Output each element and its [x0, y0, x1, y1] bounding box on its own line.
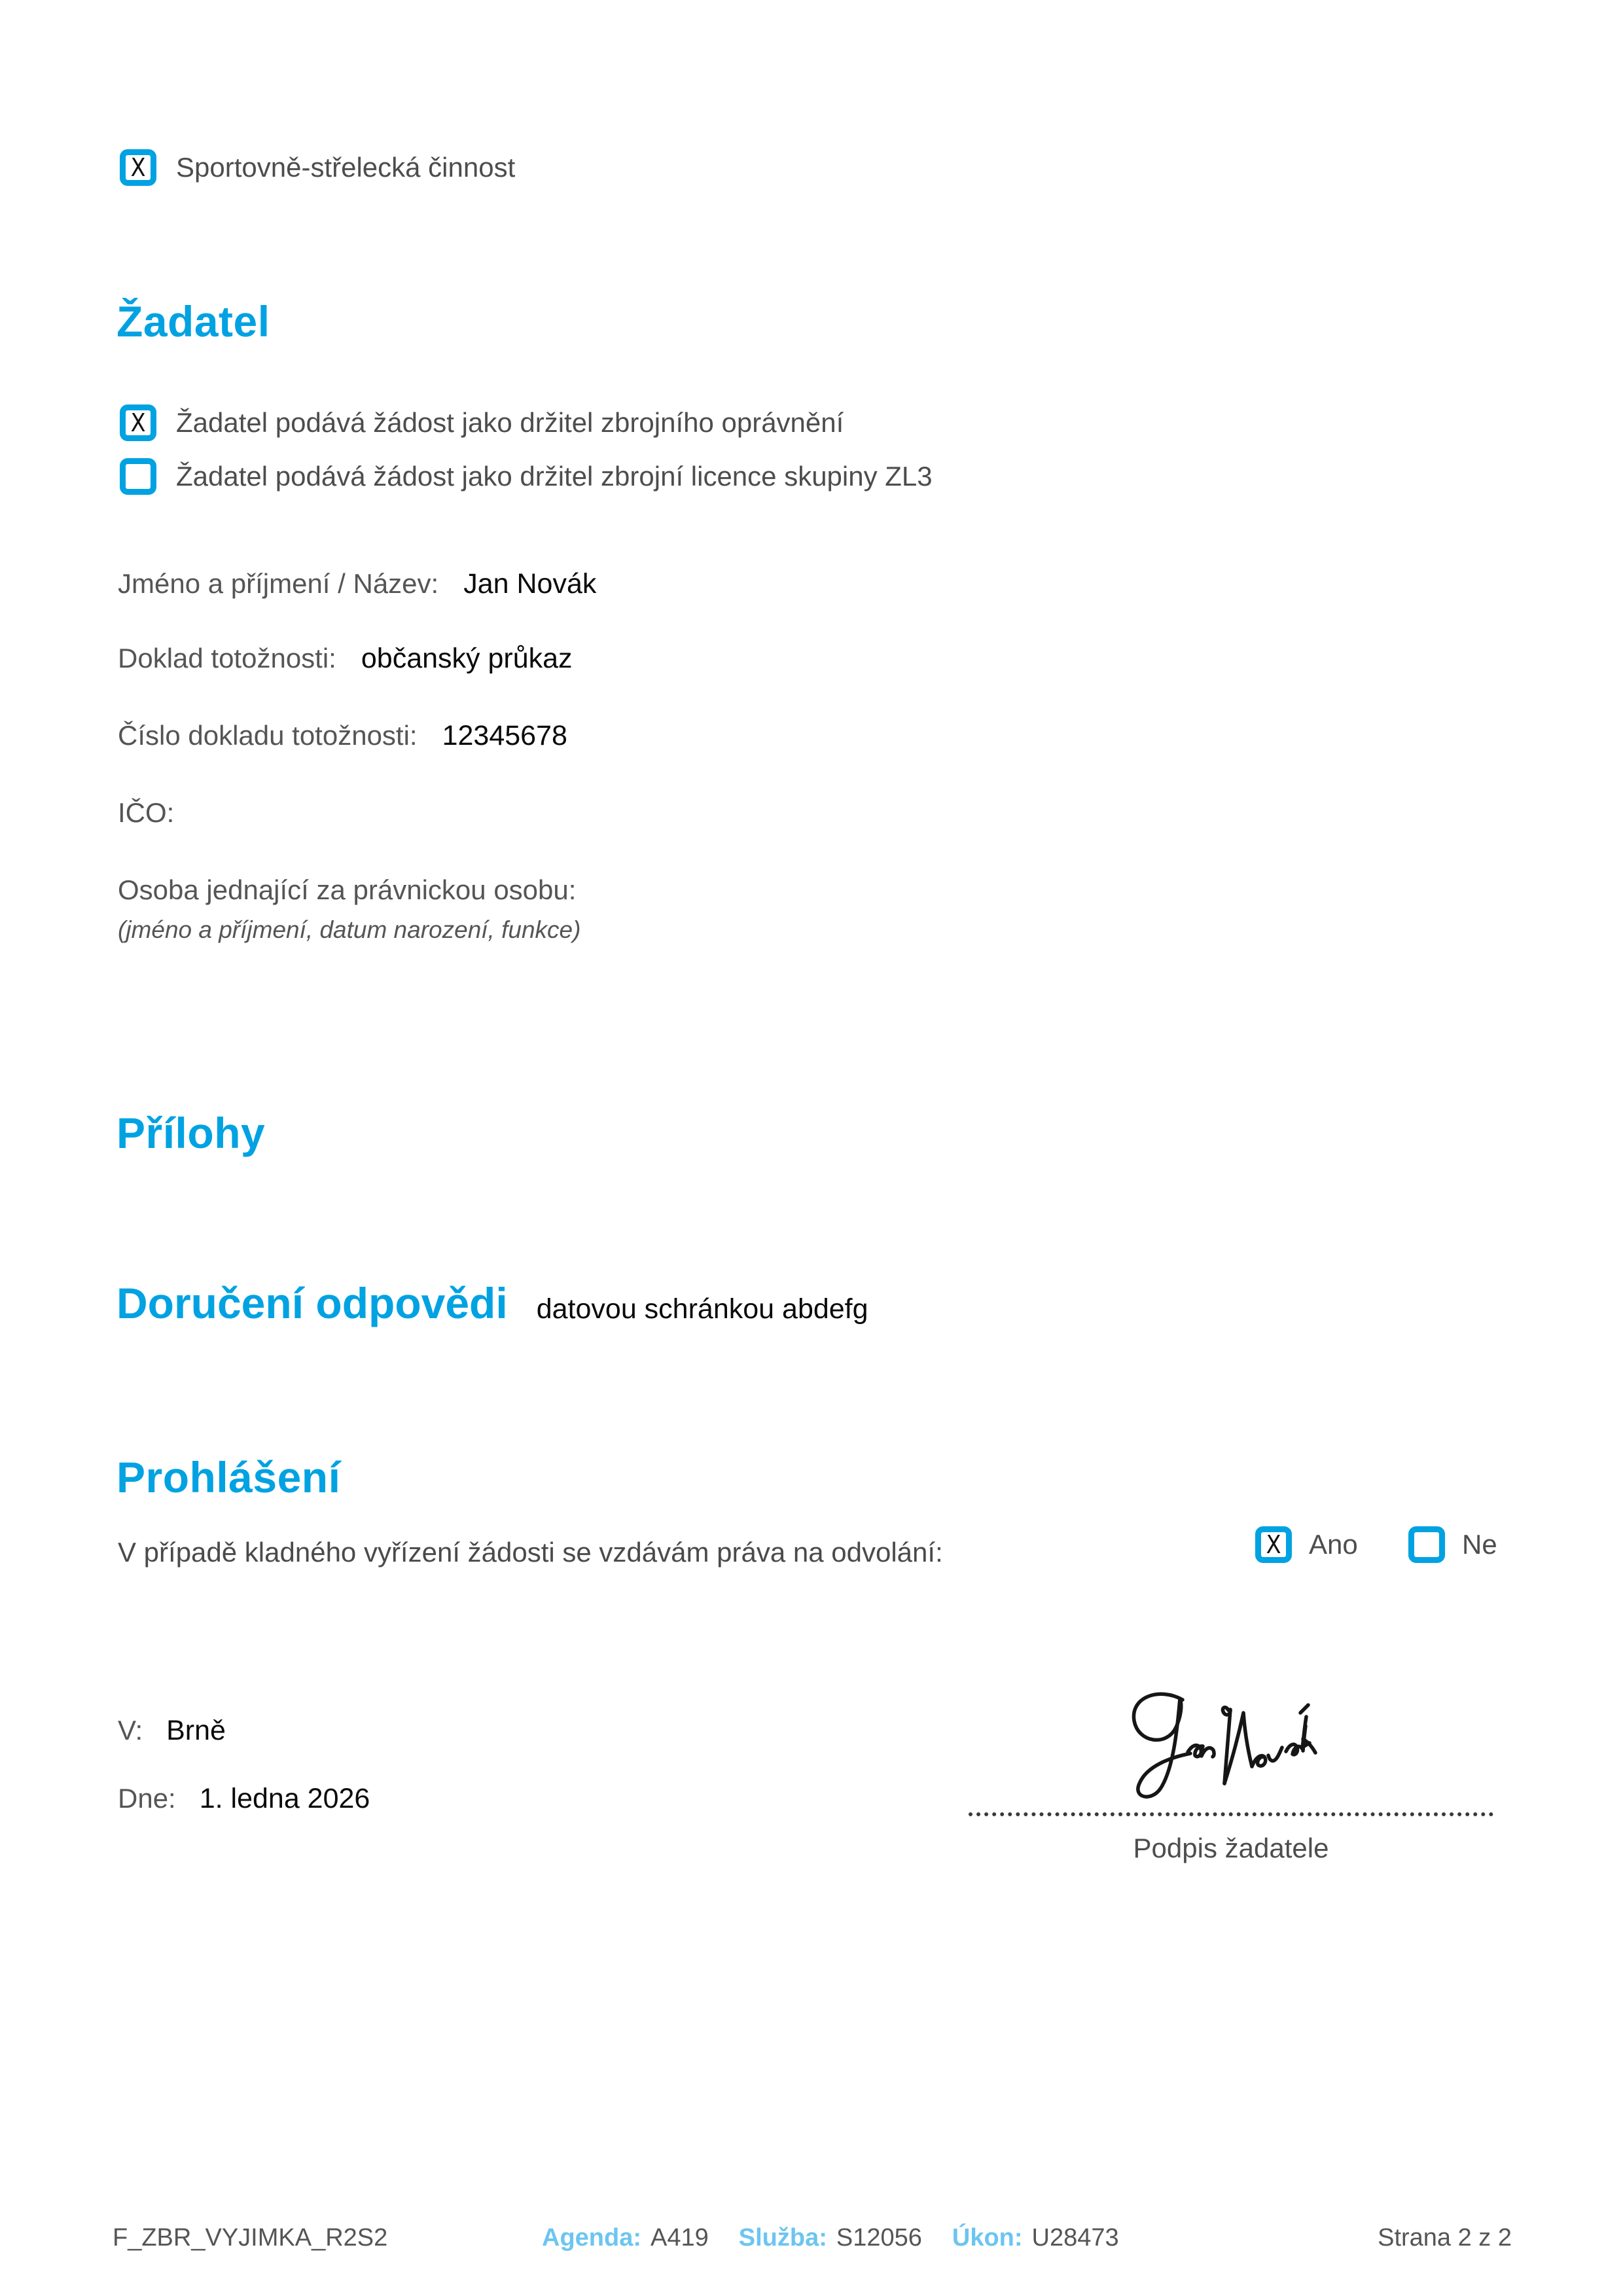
applicant-option-2-label: Žadatel podává žádost jako držitel zbrojní licence skupiny ZL3 [176, 460, 933, 492]
field-legal-rep [118, 873, 601, 908]
checkbox-x-mark: X [130, 408, 146, 437]
declaration-no-label: Ne [1462, 1528, 1497, 1560]
declaration-yes-label: Ano [1309, 1528, 1358, 1560]
applicant-option-row [120, 404, 844, 441]
delivery-row [116, 1278, 868, 1329]
field-id-number [118, 719, 567, 754]
footer-meta [542, 2224, 1119, 2252]
section-heading-applicant: Žadatel [116, 297, 270, 346]
checkbox-x-mark: X [1266, 1530, 1281, 1559]
declaration-yes-checkbox[interactable] [1255, 1526, 1292, 1563]
field-legal-rep-note: (jméno a příjmení, datum narození, funkce) [118, 916, 581, 943]
field-id-number-label: Číslo dokladu totožnosti: [118, 720, 418, 751]
signature-handwriting [1109, 1685, 1325, 1813]
signature-caption: Podpis žadatele [1133, 1833, 1329, 1863]
footer-service-value: S12056 [836, 2224, 922, 2251]
applicant-option-1-label: Žadatel podává žádost jako držitel zbrojního oprávnění [176, 406, 844, 438]
field-ico-label: IČO: [118, 797, 175, 828]
activity-row [120, 149, 515, 186]
delivery-value: datovou schránkou abdefg [536, 1293, 868, 1325]
section-heading-declaration: Prohlášení [116, 1453, 341, 1501]
field-name [118, 567, 596, 602]
footer-service-label: Služba: [738, 2224, 827, 2251]
footer-page-number: Strana 2 z 2 [1378, 2224, 1512, 2251]
footer-agenda-label: Agenda: [542, 2224, 641, 2251]
footer-agenda-value: A419 [651, 2224, 709, 2251]
field-id-document-label: Doklad totožnosti: [118, 643, 336, 673]
date-label: Dne: [118, 1783, 176, 1814]
footer-action-value: U28473 [1031, 2224, 1119, 2251]
activity-checkbox[interactable] [120, 149, 156, 186]
date-value: 1. ledna 2026 [199, 1783, 370, 1814]
declaration-yes-row [1255, 1526, 1358, 1563]
field-id-number-value: 12345678 [442, 720, 567, 751]
date-row [118, 1782, 370, 1817]
field-legal-rep-label: Osoba jednající za právnickou osobu: [118, 874, 577, 905]
applicant-option-row [120, 458, 933, 495]
section-heading-attachments: Přílohy [116, 1109, 266, 1157]
applicant-option-1-checkbox[interactable] [120, 404, 156, 441]
field-id-document-value: občanský průkaz [361, 643, 573, 674]
field-id-document [118, 641, 573, 677]
signature-dotted-line [969, 1812, 1493, 1816]
field-name-label: Jméno a příjmení / Název: [118, 568, 439, 599]
declaration-statement: V případě kladného vyřízení žádosti se vzdávám práva na odvolání: [118, 1537, 943, 1568]
section-heading-delivery: Doručení odpovědi [116, 1279, 508, 1327]
footer-action-label: Úkon: [952, 2224, 1023, 2251]
field-name-value: Jan Novák [463, 568, 597, 600]
declaration-no-row [1408, 1526, 1497, 1563]
applicant-option-2-checkbox[interactable] [120, 458, 156, 495]
place-value: Brně [166, 1715, 226, 1746]
field-ico [118, 796, 199, 831]
checkbox-x-mark: X [130, 153, 146, 182]
footer-form-code: F_ZBR_VYJIMKA_R2S2 [113, 2224, 388, 2251]
activity-label: Sportovně-střelecká činnost [176, 151, 516, 183]
place-label: V: [118, 1715, 143, 1746]
place-row [118, 1713, 226, 1749]
declaration-no-checkbox[interactable] [1408, 1526, 1445, 1563]
